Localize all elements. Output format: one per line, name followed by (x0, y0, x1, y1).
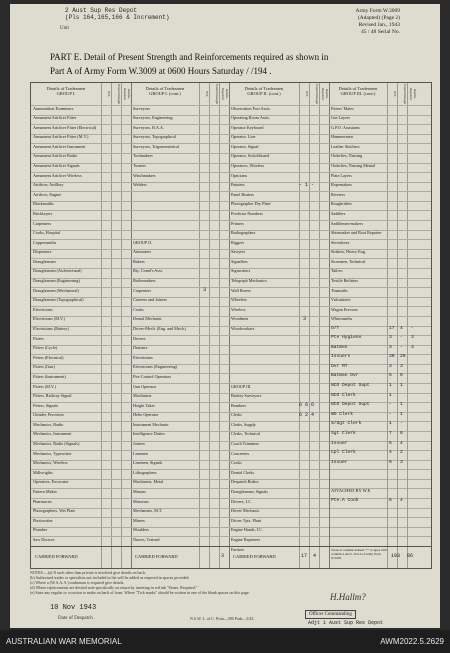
column-header-strength: Posted Strength (397, 83, 407, 106)
entry-req: 3 (411, 335, 414, 341)
trade-item: G.P.O. Assistants (331, 124, 360, 130)
entry-str: 3 (400, 459, 403, 465)
trade-item: Armament Artificer Instrument (33, 143, 86, 149)
trade-item: Bakers (133, 258, 145, 264)
carried-forward-str: 4 (313, 553, 317, 559)
trade-item: Fitters (M.V.) (33, 383, 56, 389)
entry-we: 17 (389, 325, 395, 331)
trade-item: Operator, Signal (231, 143, 259, 149)
trade-item: Fitters (Electrical) (33, 354, 64, 360)
form-name: Army Form W.3009 (355, 8, 400, 14)
entry-trade: Batman Dvr (331, 373, 359, 379)
trade-item: Surveyors, Trigonometrical (133, 143, 180, 149)
column-header-we: W.E. (299, 83, 309, 106)
trade-item: Painters (231, 182, 245, 188)
entry-trade: Sgt Clerk (331, 430, 356, 436)
trade-item: Radiographers (231, 230, 256, 236)
trade-item: Hammermen (331, 134, 353, 140)
trade-item: Photowriter (33, 517, 53, 523)
entry-trade: O/T (331, 325, 340, 331)
entry-trade: Issuer (331, 459, 348, 465)
trade-item: Lithographers (133, 469, 157, 475)
entry-we: 3 (389, 363, 392, 369)
trade-item: Concreters (231, 450, 250, 456)
signature: H.Hallm? (330, 592, 366, 602)
column-header (131, 83, 199, 106)
trade-item: Mechanists, M.T. (133, 508, 163, 514)
officer-unit-stamp: Adjt 1 Aust Sup Res Depot (308, 620, 384, 626)
trade-item: Blacksmiths (33, 201, 54, 207)
trade-item: Draughtsmen (Engineering) (33, 278, 80, 284)
trade-item: Textile Refitters (331, 278, 359, 284)
entry-trade: NCO Clerk (331, 392, 356, 398)
trade-item: Ammunition Examiners (33, 105, 74, 111)
column-header-label: Details of Tradesmen (244, 86, 284, 91)
trade-item: Surveyors, Topographical (133, 134, 177, 140)
trade-item: Armament Artificer Fitter (M.V.) (33, 134, 89, 140)
trade-item: Armament Artificer Fitter (33, 115, 77, 121)
trade-item: Observation Post Assts. (231, 105, 271, 111)
totals-note: Totals of columns marked "*" to agree with columns 4 and 5, Part A of Army Form W.3009. (331, 548, 387, 560)
trade-item: Riggers (231, 239, 245, 245)
trade-item: Armourers (133, 249, 152, 255)
column-header-reinf: Reinfts. Required (407, 83, 417, 106)
trade-item: Draughtsmen (Topographical) (33, 297, 84, 303)
entry-str: - (400, 335, 403, 341)
trade-item: Opticians (231, 172, 248, 178)
trade-item: Driver Tpts. Plant (231, 517, 262, 523)
hand-value: 3 (303, 315, 307, 322)
subcolumn-divider (407, 83, 408, 568)
trade-item: Vulcanisers (331, 297, 351, 303)
trade-item: Dental Clerks (231, 469, 255, 475)
trade-item: Surveyors (133, 105, 150, 111)
trade-item: Draughtsmen (33, 258, 56, 264)
trade-item: Mechanics, Radio (Signals) (33, 441, 80, 447)
trade-item: Intelligence Duties (133, 431, 165, 437)
trade-item: Gas Layers (331, 115, 350, 121)
column-header-we: W.E. (101, 83, 111, 106)
note-line: (c) Where a (W.A.A.A.) tradesman is required give details. (30, 580, 125, 585)
trade-item: Operator, Switchboard (231, 153, 269, 159)
trade-item: Clerks (231, 412, 242, 418)
trade-item: Panel Beaters (231, 191, 254, 197)
entry-str: 1 (400, 402, 403, 408)
serial-no: 45 / 48 (361, 29, 377, 35)
trade-item: Electricians (33, 306, 53, 312)
entry-we: - (389, 402, 392, 408)
trade-item: Saddlemen-makers (331, 220, 364, 226)
trade-item: Photographer Dry Plate (231, 201, 271, 207)
trade-item: Driver-Mech. (Eng. and Mech.) (133, 326, 187, 331)
unit-line-2: (Pls 164,165,166 & Increment) (65, 14, 170, 21)
column-group-label: GROUP III. (cont.) (340, 91, 376, 96)
carried-forward-label: CARRIED FORWARD (135, 554, 178, 559)
entry-str: 4 (400, 325, 403, 331)
trade-item: Joiners (133, 441, 145, 447)
trade-item: GROUP II. (133, 239, 152, 245)
trade-item: Bricklayers (33, 210, 53, 216)
column-header-label: Details of Tradesmen (46, 86, 86, 91)
caption-left: AUSTRALIAN WAR MEMORIAL (6, 637, 122, 646)
attached-str: 4 (400, 498, 403, 504)
trade-item: Strikers, Heavy Eng. (331, 249, 366, 255)
trade-item: Battery Surveyors (231, 393, 262, 399)
form-title-line-2 (50, 66, 430, 76)
trade-item: Armament Artificer Wireless (33, 172, 82, 178)
unit-header (65, 7, 169, 21)
trade-item: Fitters, Signals (33, 402, 59, 408)
entry-we: 1 (389, 421, 392, 427)
trade-item: Drivers (133, 335, 146, 341)
trade-item: Cooks (133, 306, 144, 312)
trade-item: Fire Control Operators (133, 373, 172, 379)
entry-we: - (389, 411, 392, 417)
trade-item: Armament Artificer Signals (33, 163, 80, 169)
trade-item: Fitters, Railway Signal (33, 393, 72, 399)
column-header-strength: Posted Strength (111, 83, 121, 106)
trade-item: Millwrights (33, 469, 53, 475)
trade-item: Dispensers (33, 249, 52, 255)
serial-label: Serial No. (377, 29, 400, 35)
column-header-reinf: Reinfts. Required (219, 83, 229, 106)
trade-item: Wagon Erectors (331, 306, 358, 312)
entry-str: 4 (400, 440, 403, 446)
column-header-strength: Posted Strength (209, 83, 219, 106)
entry-str: 1 (400, 383, 403, 389)
totals-str: 86 (407, 553, 414, 559)
trade-item: Tinsmiths (331, 287, 348, 293)
trade-item: Signallers (231, 258, 248, 264)
row-line (31, 354, 431, 355)
strength-table (30, 82, 432, 569)
entry-trade: Pte Hygiene (331, 335, 362, 341)
subcolumn-divider (397, 83, 398, 568)
trade-item: Armament Artificer Radio (33, 153, 78, 159)
trade-item: Engine Repairers (231, 536, 260, 542)
entry-trade: Dvr MT (331, 363, 348, 369)
trade-item: Nurses, Trained (133, 536, 160, 542)
trade-item: Instrument Mechanic (133, 421, 169, 427)
trade-item: Riveters (331, 191, 345, 197)
trade-item: Engine Hands, I.C. (231, 527, 263, 533)
entry-we: 6 (389, 440, 392, 446)
trade-item: Operators, Wireless (231, 163, 265, 169)
carried-forward-value: 3 (221, 553, 225, 559)
entry-str: 20 (400, 354, 406, 360)
column-divider (329, 83, 330, 568)
trade-item: Orderlies, Nursing (331, 153, 363, 159)
trade-item: Coppersmiths (33, 239, 57, 245)
trade-item: Height Taker (133, 402, 155, 408)
entry-req: - (411, 325, 414, 331)
trade-item: Draughtsmen (Mechanical) (33, 287, 79, 293)
carried-forward-label: CARRIED FORWARD (35, 554, 78, 559)
entry-str: 1 (400, 411, 403, 417)
carried-forward-label: CARRIED FORWARD (233, 554, 276, 559)
trade-item: Armament Artificer Fitter (Electrical) (33, 124, 97, 130)
trade-item: Artificer, Artillery (33, 182, 64, 188)
trade-item: Saw Doctors (33, 536, 55, 542)
trade-item: Predictor Numbers (231, 210, 263, 216)
trade-item: Bombers (231, 402, 247, 408)
trade-item: Grinder, Precision (33, 412, 64, 418)
entry-trade: Batmen (331, 344, 348, 350)
trade-item: Electricians (Battery) (33, 326, 69, 331)
trade-item: Woodmen (231, 316, 249, 322)
trade-item: Carpenters (133, 287, 152, 293)
title-date: / /194 . (246, 66, 272, 76)
trade-item: Mechanics, Instrument (33, 431, 72, 437)
trade-item: Signwriters (231, 268, 251, 274)
trade-item: Mechanics, Wireless (33, 460, 68, 466)
row-line (31, 335, 431, 336)
attached-we: 6 (389, 498, 392, 504)
row-line (31, 373, 431, 374)
column-header-label: Details of Tradesmen (338, 86, 378, 91)
trade-item: Pattern Maker (33, 488, 57, 494)
hand-value: 6 6 6 (299, 402, 315, 409)
trade-item: Caterers and Joiners (133, 297, 167, 303)
trade-item: Cooks (231, 460, 242, 466)
trade-item: Driver Mechanic (231, 508, 260, 514)
trade-item: Telegraph Mechanics (231, 278, 267, 284)
entry-we: 4 (389, 450, 392, 456)
trade-item: Carpenters (33, 220, 52, 226)
note-line: (d) Where replacements are desired note specifically on return by inserting in red ink "States. Required." (30, 585, 198, 590)
trade-item: Fitters (Cycle) (33, 345, 58, 351)
trade-item: Wireless (231, 306, 246, 312)
trade-item: Fitters (33, 335, 44, 341)
entry-trade: NCO Depot Supt (331, 383, 370, 389)
trade-item: Orderlies, Nursing Mental (331, 163, 376, 169)
column-header-we: W.E. (387, 83, 397, 106)
trade-item: Fitters' Mates (331, 105, 354, 111)
trade-item: GROUP III. (231, 383, 252, 389)
trade-item: Leather Stitchers (331, 143, 360, 149)
officer-label: Officer Commanding (305, 610, 356, 619)
entry-str: - (400, 421, 403, 427)
trade-item: Saddlers (331, 210, 346, 216)
entry-we: 3 (389, 344, 392, 350)
unit-label: Unit (60, 26, 69, 31)
trade-item: Photographers, Wet Plate (33, 508, 76, 514)
trade-item: Drainers (133, 345, 148, 351)
form-revised: Revised Jan., 1943 (358, 22, 400, 28)
column-header-we: W.E. (199, 83, 209, 106)
column-group-label: GROUP I. (cont.) (149, 91, 181, 96)
trade-item: Clerks, Supply (231, 421, 256, 427)
trade-item: Operator Keyboard (231, 124, 264, 130)
column-header-reinf: Reinfts. Required (319, 83, 329, 106)
trade-item: Woodworkers (231, 326, 255, 331)
trade-item: Fitters (Gun) (33, 364, 55, 370)
trade-item: Plate Layers (331, 172, 352, 178)
trade-item: Masseurs (133, 498, 149, 504)
entry-we: 3 (389, 335, 392, 341)
note-line: (b) Authorised trades or specialists not included in list will be added as required in spaces provided. (30, 575, 190, 580)
trade-item: Printers (231, 220, 245, 226)
entry-req: 3 (411, 344, 414, 350)
row-line (31, 364, 431, 365)
trade-item: Surveyors, R.A.A. (133, 124, 165, 130)
column-group-label: GROUP I. (56, 91, 76, 96)
entry-we: 6 (389, 373, 392, 379)
trade-item: Machinists, Metal (133, 479, 164, 485)
entry-we: 6 (389, 459, 392, 465)
form-title-line-1: PART E. Detail of Present Strength and Reinforcements required as shown in (50, 52, 329, 62)
entry-we: 1 (389, 392, 392, 398)
trade-item: Electricians (133, 354, 153, 360)
trade-item: Drivers, I.C. (231, 498, 252, 504)
entry-we: 7 (389, 430, 392, 436)
trade-item: Dental Mechanic (133, 316, 162, 322)
title-text: Part A of Army Form W.3009 at 0600 Hours Saturday (50, 66, 244, 76)
trade-item: Gun Operator (133, 383, 157, 389)
trade-item: Draughtsmen (Architectural) (33, 268, 82, 274)
trade-item: Turners (133, 163, 146, 169)
trade-item: Bty. Comd's Asst. (133, 268, 163, 274)
form-paper (10, 4, 440, 628)
hand-value: 6 2 4 (299, 411, 315, 418)
form-header (356, 8, 400, 36)
entry-trade: Issuer (331, 440, 348, 446)
trade-item: Plumber (33, 527, 48, 533)
entry-we: 1 (389, 383, 392, 389)
entry-str: 6 (400, 430, 403, 436)
entry-trade: Cpl Clerk (331, 450, 356, 456)
attached-label: ATTACHED BY W.E. (331, 488, 372, 494)
entry-trade: NCO Depot Supt (331, 402, 370, 408)
entry-str: 3 (400, 363, 403, 369)
entry-trade: WO Clerk (331, 411, 354, 417)
trade-item: Operating Room Assts. (231, 115, 270, 121)
trade-item: Operator, Line (231, 134, 256, 140)
trade-item: Linemen (133, 450, 148, 456)
trade-item: Ropemakers (331, 182, 352, 188)
trade-item: Despatch Riders (231, 479, 259, 485)
column-header-strength: Posted Strength (309, 83, 319, 106)
trade-item: Clerks, Technical (231, 431, 261, 437)
carried-forward-line (31, 546, 431, 547)
row-line (31, 345, 431, 346)
trade-item: Boilermakers (133, 278, 156, 284)
trade-item: Surveyors, Engineering (133, 115, 173, 121)
caption-right: AWM2022.5.2629 (380, 637, 444, 646)
date-label: Date of Despatch (58, 616, 93, 621)
trade-item: Stevedores (331, 239, 350, 245)
entry-str: 2 (400, 450, 403, 456)
trade-item: Masons (133, 488, 147, 494)
trade-item: Pharmacist (33, 498, 52, 504)
totals-we: 103 (391, 553, 401, 559)
hand-value: - 1 - (299, 181, 315, 188)
trade-item: Sawyers (231, 249, 246, 255)
hand-value: 3 (203, 287, 207, 294)
printer-line: N.S.W. L. of C. Print—300 Pads—3/43. (190, 616, 255, 621)
caption-bar (0, 630, 450, 653)
trade-item: Miners (133, 517, 145, 523)
column-header-label: Details of Tradesmen (145, 86, 185, 91)
column-header (31, 83, 101, 106)
trade-item: Machinists (133, 393, 152, 399)
trade-item: Wall Borers (231, 287, 252, 293)
trade-item: Operators, Excavator (33, 479, 69, 485)
trade-item: Linemen, Signals (133, 460, 163, 466)
trade-item: Wheelers (231, 297, 247, 303)
trade-item: Storemen, Technical (331, 258, 366, 264)
trade-item: Whitesmiths (331, 316, 353, 322)
trade-item: Fitters (Instrument) (33, 373, 66, 379)
trade-item: Electricians (M.V.) (33, 316, 65, 322)
column-header (229, 83, 299, 106)
trade-item: Mechanics, Typewriter (33, 450, 72, 456)
notes-section (30, 570, 430, 595)
trade-item: Roughriders (331, 201, 352, 207)
despatch-date: 10 Nov 1943 (50, 604, 97, 612)
attached-entry: Pte.A Cook (331, 498, 359, 504)
note-line: (e) State any regular or occasion to make on back of form. Where "Tick marks" should be written in one of the blank spaces on this page. (30, 590, 250, 595)
note-line: NOTES.—(a) If such other than private is involved give details on back. (30, 570, 147, 575)
trade-item: Cooks, Hospital (33, 230, 60, 236)
column-header (329, 83, 387, 106)
trade-item: Watchmakers (133, 172, 156, 178)
carried-forward-we: 17 (301, 553, 308, 559)
unit-line-1: 2 Aust Sup Res Depot (65, 7, 138, 14)
trade-item: Artificer, Engine (33, 191, 62, 197)
entry-str: - (400, 344, 403, 350)
entry-trade: S/Sgt Clerk (331, 421, 362, 427)
entry-str: 6 (400, 373, 403, 379)
trade-item: Draughtsmen, Signals (231, 488, 268, 494)
subcolumn-divider (387, 83, 388, 568)
trade-item: Shoemaker and Boot Repairer (331, 230, 382, 236)
trade-item: Helio Operator (133, 412, 159, 418)
trade-item: Mechanics, Radio (33, 421, 64, 427)
trade-item: Farriers (231, 546, 245, 552)
entry-we: 30 (389, 354, 395, 360)
column-header-reinf: Reinfts. Required (121, 83, 131, 106)
trade-item: Toolmakers (133, 153, 153, 159)
trade-item: Welders (133, 182, 147, 188)
form-adapted: (Adapted) (Page 2) (357, 15, 400, 21)
trade-item: Moulders (133, 527, 150, 533)
trade-item: Tailors (331, 268, 343, 274)
trade-item: Electricians (Engineering) (133, 364, 178, 370)
entry-trade: Issuers (331, 354, 351, 360)
trade-item: Coach Trimmers (231, 441, 260, 447)
column-group-label: GROUP II. (cont.) (247, 91, 281, 96)
